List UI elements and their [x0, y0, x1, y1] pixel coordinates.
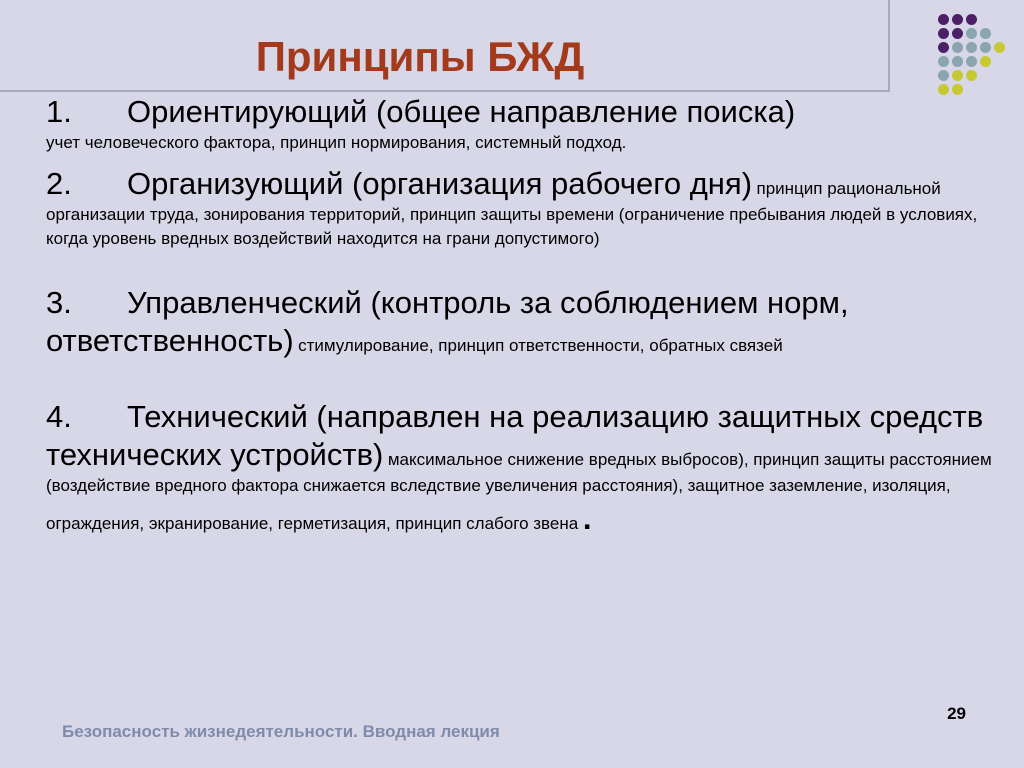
item-detail: учет человеческого фактора, принцип нормирования, системный подход.: [46, 133, 627, 152]
footer-text: Безопасность жизнедеятельности. Вводная лекция: [62, 722, 500, 741]
dot: [980, 42, 991, 53]
dot: [952, 42, 963, 53]
item-number: 2.: [46, 166, 72, 201]
dot: [952, 56, 963, 67]
principle-item-4: [46, 398, 996, 536]
dot: [938, 56, 949, 67]
dot: [966, 70, 977, 81]
item-heading: Управленческий (контроль за соблюдением норм, ответственность): [46, 285, 849, 358]
item-number: 4.: [46, 399, 72, 434]
dot: [952, 84, 963, 95]
item-detail: принцип рациональной организации труда, зонирования территорий, принцип защиты времени (ограничение пребывания людей в условиях, когда уровень вредных воздействий находится на грани допустимого): [46, 179, 978, 248]
dot: [966, 56, 977, 67]
item-detail-2: ограждения, экранирование, герметизация, принцип слабого звена: [46, 514, 579, 533]
item-detail: стимулирование, принцип ответственности, обратных связей: [298, 336, 783, 355]
item-detail-continued: [46, 501, 996, 536]
principle-item-1: [46, 93, 795, 155]
slide-title: Принципы БЖД: [255, 33, 585, 80]
item-number: 3.: [46, 285, 72, 320]
dot: [938, 70, 949, 81]
item-heading: Технический (направлен на реализацию защитных средств технических устройств): [46, 399, 984, 472]
item-number: 1.: [46, 94, 72, 129]
dot: [980, 28, 991, 39]
page-number: 29: [947, 704, 966, 723]
item-heading: Организующий (организация рабочего дня): [127, 166, 753, 201]
dot: [952, 70, 963, 81]
dot: [966, 14, 977, 25]
dot: [966, 28, 977, 39]
dot: [938, 14, 949, 25]
dot: [994, 42, 1005, 53]
dot: [966, 42, 977, 53]
dot: [938, 42, 949, 53]
dot: [952, 28, 963, 39]
dot: [938, 84, 949, 95]
dot: [980, 56, 991, 67]
end-mark: .: [582, 501, 592, 536]
principle-item-2: [46, 165, 996, 251]
principle-item-3: [46, 284, 996, 360]
item-heading: Ориентирующий (общее направление поиска): [127, 94, 796, 129]
item-detail: максимальное снижение вредных выбросов), принцип защиты расстоянием (воздействие вредного фактора снижается вследствие увеличения расстояния), защитное заземление, изоляция,: [46, 450, 992, 495]
dot: [938, 28, 949, 39]
dot: [952, 14, 963, 25]
decorative-dot-grid: [938, 14, 1016, 94]
